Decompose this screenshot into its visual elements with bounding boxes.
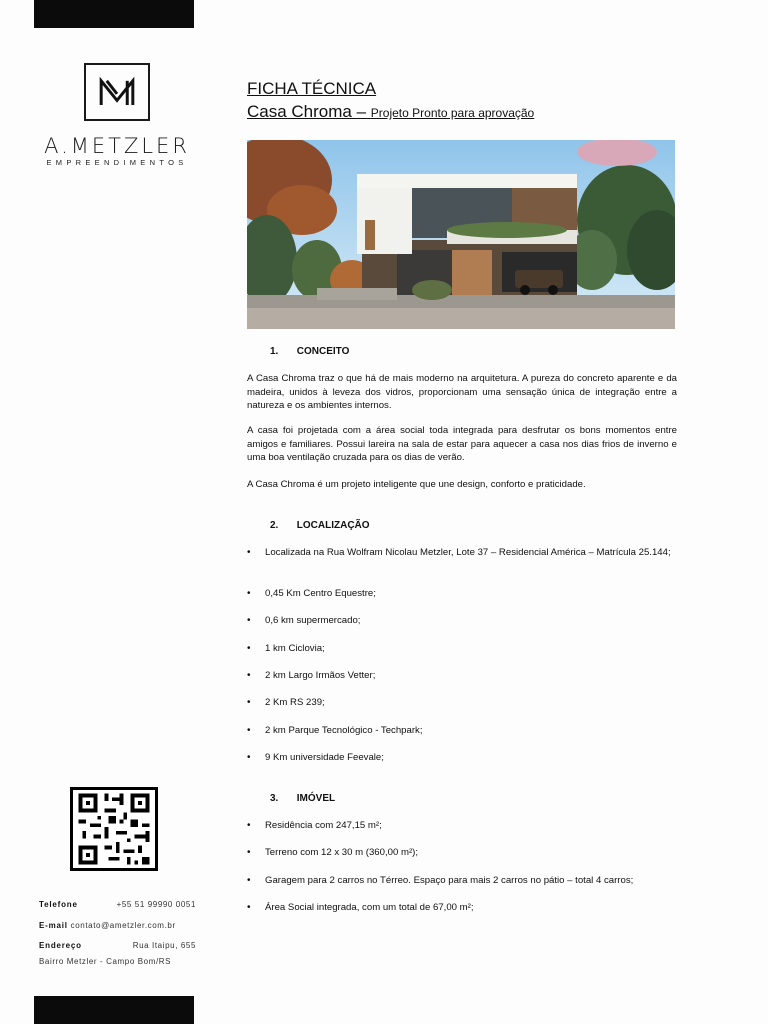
list-item: [247, 724, 679, 738]
section-title: CONCEITO: [296, 346, 350, 357]
list-item-text: Terreno com 12 x 30 m (360,00 m²);: [265, 847, 419, 858]
conceito-paragraph-3: A Casa Chroma é um projeto inteligente que une design, conforto e praticidade.: [247, 479, 586, 490]
list-item-text: 9 Km universidade Feevale;: [265, 752, 384, 763]
list-item: [247, 751, 679, 765]
section-localizacao-heading: [270, 520, 370, 531]
bullet-icon: •: [247, 670, 251, 681]
list-item: [247, 901, 679, 915]
bullet-icon: •: [247, 615, 251, 626]
top-black-bar: [34, 0, 194, 28]
address-value: Rua Itaipu, 655: [132, 941, 196, 950]
qr-code-icon: [70, 787, 158, 871]
list-item: [247, 669, 679, 683]
project-title: [247, 102, 534, 122]
list-item: [247, 819, 679, 833]
bottom-black-bar: [34, 996, 194, 1024]
section-imovel-heading: [270, 793, 335, 804]
bullet-icon: •: [247, 547, 251, 558]
contact-address: [39, 941, 196, 950]
list-item: [247, 874, 679, 888]
list-item: [247, 696, 679, 710]
list-item: [247, 587, 679, 601]
list-item-text: Residência com 247,15 m²;: [265, 820, 382, 831]
logo-monogram-icon: [84, 63, 150, 121]
contact-phone: [39, 900, 196, 909]
project-name: Casa Chroma –: [247, 102, 367, 121]
section-number: 3.: [270, 793, 279, 804]
email-value: contato@ametzler.com.br: [70, 921, 176, 930]
bullet-icon: •: [247, 588, 251, 599]
list-item-text: 2 Km RS 239;: [265, 697, 325, 708]
list-item: [247, 546, 679, 560]
bullet-icon: •: [247, 697, 251, 708]
section-number: 1.: [270, 346, 279, 357]
section-number: 2.: [270, 520, 279, 531]
list-item-text: 1 km Ciclovia;: [265, 643, 325, 654]
bullet-icon: •: [247, 820, 251, 831]
contact-address-line2: Bairro Metzler - Campo Bom/RS: [39, 957, 172, 966]
phone-label: Telefone: [39, 900, 78, 909]
bullet-icon: •: [247, 752, 251, 763]
list-item-text: Garagem para 2 carros no Térreo. Espaço para mais 2 carros no pátio – total 4 carros;: [265, 875, 634, 886]
document-title: FICHA TÉCNICA: [247, 79, 377, 98]
list-item-text: 2 km Largo Irmãos Vetter;: [265, 670, 376, 681]
list-item-text: Localizada na Rua Wolfram Nicolau Metzler, Lote 37 – Residencial América – Matrícula 25.144;: [265, 547, 671, 558]
bullet-icon: •: [247, 875, 251, 886]
phone-value: +55 51 99990 0051: [116, 900, 196, 909]
list-item: [247, 614, 679, 628]
bullet-icon: •: [247, 643, 251, 654]
conceito-paragraph-2: A casa foi projetada com a área social toda integrada para desfrutar os bons momentos entre amigos e familiares. Possui lareira na sala de estar para aquecer a casa nos dias frios de inverno e uma boa ventilação cruzada para os dias de verão.: [247, 425, 677, 463]
section-title: LOCALIZAÇÃO: [296, 520, 370, 531]
address-label: Endereço: [39, 941, 82, 950]
list-item-text: 0,6 km supermercado;: [265, 615, 361, 626]
list-item: [247, 846, 679, 860]
email-label: E-mail: [39, 921, 68, 930]
bullet-icon: •: [247, 847, 251, 858]
list-item-text: 2 km Parque Tecnológico - Techpark;: [265, 725, 423, 736]
list-item-text: Área Social integrada, com um total de 67,00 m²;: [265, 902, 474, 913]
project-status: Projeto Pronto para aprovação: [370, 106, 535, 120]
list-item: [247, 642, 679, 656]
section-conceito-heading: [270, 346, 349, 357]
conceito-paragraph-1: A Casa Chroma traz o que há de mais moderno na arquitetura. A pureza do concreto aparente e da madeira, unidos à leveza dos vidros, proporcionam uma sensação única de integração entre a natureza e os ambientes internos.: [247, 373, 677, 411]
brand-subtitle: EMPREENDIMENTOS: [46, 158, 188, 167]
contact-email: [39, 921, 196, 930]
list-item-text: 0,45 Km Centro Equestre;: [265, 588, 376, 599]
section-title: IMÓVEL: [296, 793, 336, 804]
bullet-icon: •: [247, 902, 251, 913]
brand-name: A.METZLER: [44, 134, 190, 158]
bullet-icon: •: [247, 725, 251, 736]
house-render-image: [247, 140, 675, 329]
